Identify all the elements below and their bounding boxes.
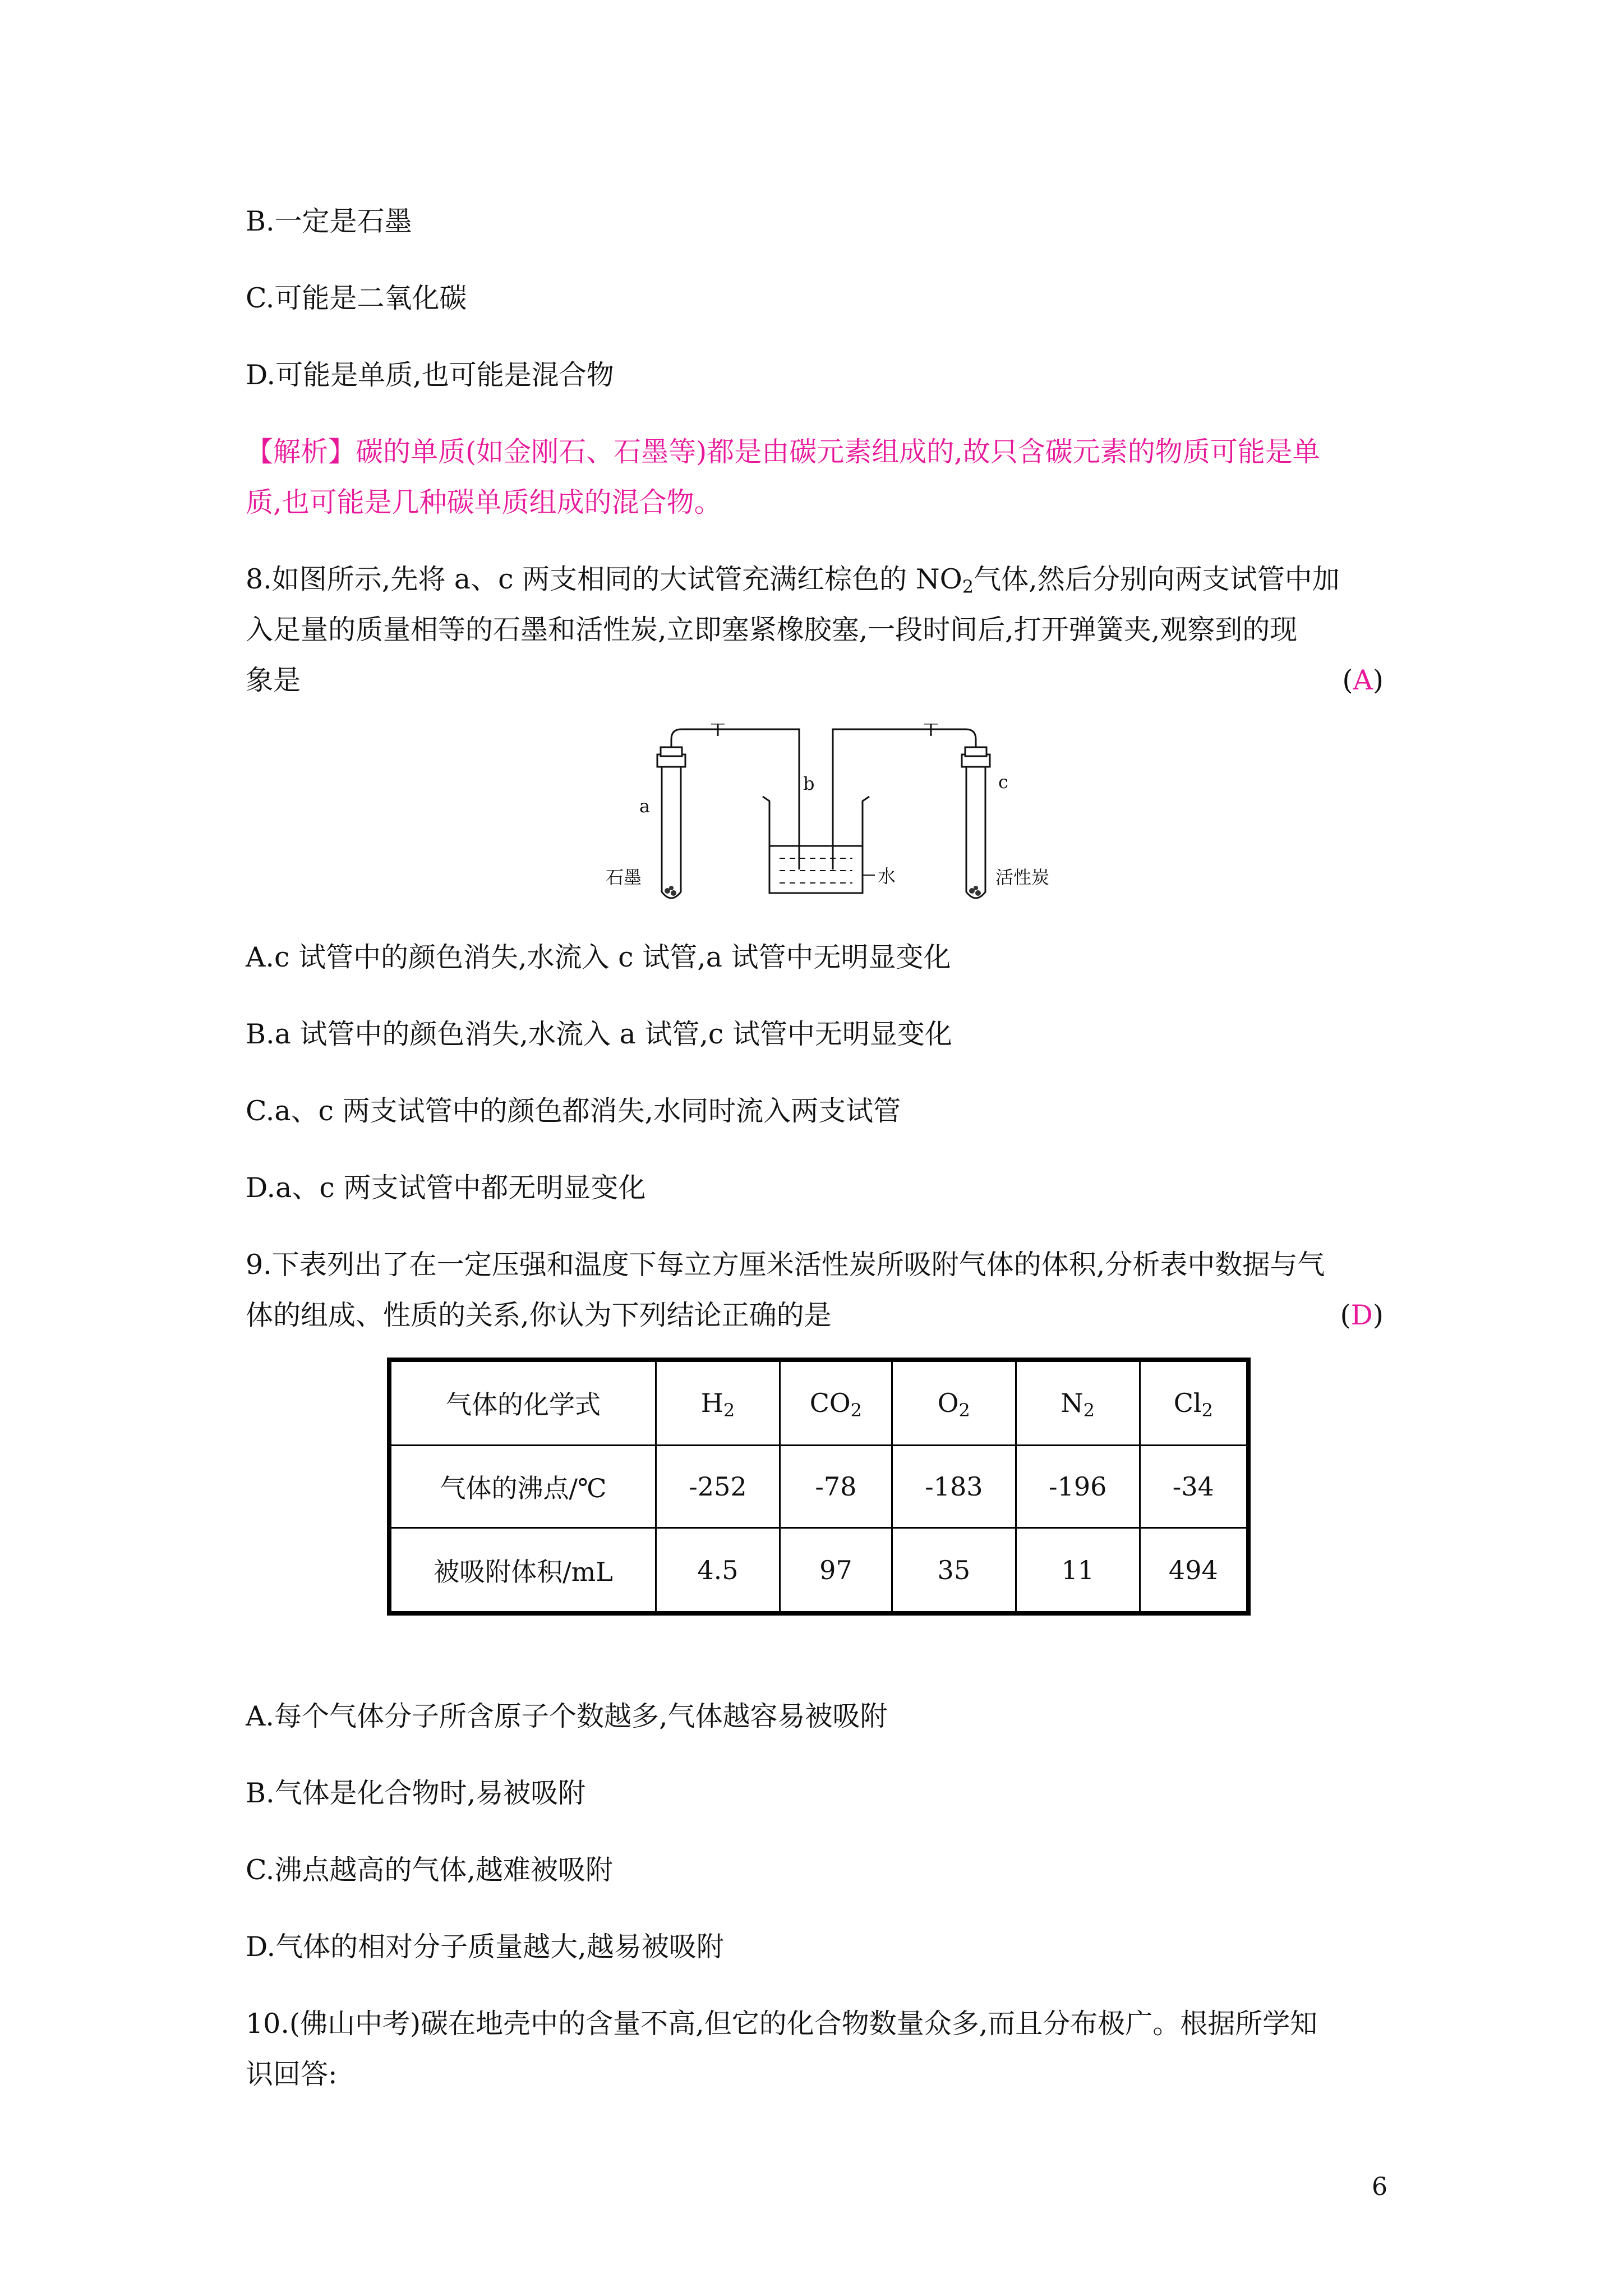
label-a: a — [639, 795, 651, 817]
table-row — [389, 1445, 1248, 1527]
cell-boiling-point: -34 — [1140, 1445, 1248, 1527]
q10-stem-line2: 识回答: — [246, 2058, 338, 2090]
q7-option-d: D.可能是单质,也可能是混合物 — [246, 359, 614, 391]
q9-option-a: A.每个气体分子所含原子个数越多,气体越容易被吸附 — [246, 1700, 888, 1732]
q10-stem-line1: 10.(佛山中考)碳在地壳中的含量不高,但它的化合物数量众多,而且分布极广。根据所学知 — [246, 2008, 1318, 2040]
label-c: c — [998, 771, 1008, 793]
row-header-boiling-point: 气体的沸点/℃ — [389, 1445, 656, 1527]
label-b: b — [803, 773, 815, 794]
row-header-adsorbed-volume: 被吸附体积/mL — [389, 1528, 656, 1613]
q9-stem-line1: 9.下表列出了在一定压强和温度下每立方厘米活性炭所吸附气体的体积,分析表中数据与气 — [246, 1249, 1325, 1281]
activated-carbon-particles — [969, 886, 981, 896]
q9-option-d: D.气体的相对分子质量越大,越易被吸附 — [246, 1931, 724, 1963]
q7-option-c: C.可能是二氧化碳 — [246, 282, 467, 314]
gas-adsorption-table — [387, 1358, 1251, 1616]
table-row — [389, 1360, 1248, 1445]
q7-option-b: B.一定是石墨 — [246, 205, 412, 237]
q8-option-a: A.c 试管中的颜色消失,水流入 c 试管,a 试管中无明显变化 — [246, 941, 951, 973]
row-header-formula: 气体的化学式 — [389, 1360, 656, 1445]
q9-option-c: C.沸点越高的气体,越难被吸附 — [246, 1854, 613, 1886]
label-activated-carbon: 活性炭 — [995, 867, 1050, 888]
cell-adsorbed-volume: 11 — [1016, 1528, 1140, 1613]
q8-apparatus-figure — [594, 724, 1054, 909]
q7-analysis-line1: 【解析】碳的单质(如金刚石、石墨等)都是由碳元素组成的,故只含碳元素的物质可能是单 — [246, 436, 1320, 468]
q8-stem-line2: 入足量的质量相等的石墨和活性炭,立即塞紧橡胶塞,一段时间后,打开弹簧夹,观察到的现 — [246, 614, 1298, 646]
cell-adsorbed-volume: 35 — [892, 1528, 1016, 1613]
cell-gas: $H_2$ — [656, 1360, 780, 1445]
cell-boiling-point: -196 — [1016, 1445, 1140, 1527]
beaker — [763, 797, 869, 893]
test-tube-c — [962, 747, 990, 898]
q8-stem-line1: 8.如图所示,先将 a、c 两支相同的大试管充满红棕色的 $NO_2$气体,然后分别向两支试管中加 — [246, 563, 1340, 597]
q8-option-d: D.a、c 两支试管中都无明显变化 — [246, 1172, 646, 1204]
glass-tubes — [671, 729, 976, 869]
q9-stem-line2: 体的组成、性质的关系,你认为下列结论正确的是 — [246, 1299, 832, 1331]
label-water: 水 — [878, 866, 896, 887]
cell-adsorbed-volume: 4.5 — [656, 1528, 780, 1613]
q9-option-b: B.气体是化合物时,易被吸附 — [246, 1777, 586, 1809]
q8-option-b: B.a 试管中的颜色消失,水流入 a 试管,c 试管中无明显变化 — [246, 1018, 952, 1050]
q8-option-c: C.a、c 两支试管中的颜色都消失,水同时流入两支试管 — [246, 1095, 901, 1127]
cell-boiling-point: -78 — [780, 1445, 892, 1527]
graphite-particles — [665, 886, 676, 896]
page-number: 6 — [1372, 2173, 1387, 2201]
cell-gas: $Cl_2$ — [1140, 1360, 1248, 1445]
test-tube-a — [657, 747, 685, 898]
q8-stem-line3: 象是 — [246, 664, 301, 696]
q7-analysis-line2: 质,也可能是几种碳单质组成的混合物。 — [246, 486, 722, 518]
cell-adsorbed-volume: 97 — [780, 1528, 892, 1613]
cell-boiling-point: -252 — [656, 1445, 780, 1527]
q8-answer: (A) — [1342, 664, 1384, 696]
q9-answer: (D) — [1340, 1299, 1384, 1331]
cell-gas: $O_2$ — [892, 1360, 1016, 1445]
table-row — [389, 1528, 1248, 1613]
cell-gas: $N_2$ — [1016, 1360, 1140, 1445]
cell-gas: $CO_2$ — [780, 1360, 892, 1445]
cell-adsorbed-volume: 494 — [1140, 1528, 1248, 1613]
label-graphite: 石墨 — [606, 867, 642, 888]
cell-boiling-point: -183 — [892, 1445, 1016, 1527]
